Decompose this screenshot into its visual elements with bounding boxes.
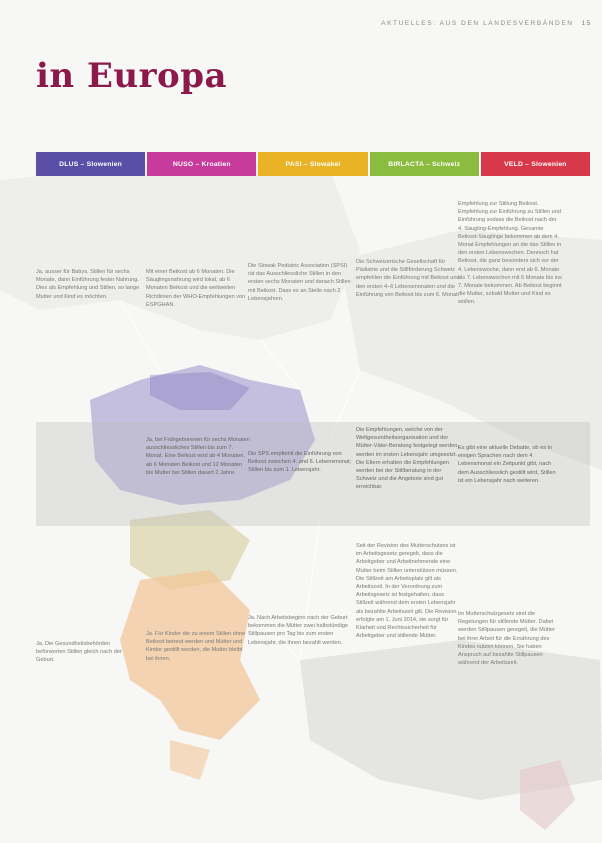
cell-r1-c4: Die Schweizerische Gesellschaft für Pädiatrie und die Stillförderung Schweiz empfehlen die Einführung mit Beikost und den ersten 4–6 Lebensmonaten und die Einführung von Beikost bis zum 6. Monat.: [356, 259, 460, 298]
column-header-birlacta: BIRLACTA – Schweiz: [370, 152, 479, 176]
column-header-dlus: DLUS – Slowenien: [36, 152, 145, 176]
cell-r3-c4: Seit der Revision des Mutterschutzes ist im Arbeitsgesetz geregelt, dass die Arbeitgeber und Arbeitnehmende eine Mutter beim Stillen unterstützen müssen. Die Stillzeit am Arbeitsplatz gilt als Arbeitszeit. In der Verordnung zum Arbeitsgesetz ist festgehalten, dass Stillzeit während dem ersten Lebensjahr als bezahlte Arbeitszeit gilt. Die Revision erfolgte am 1. Juni 2014, sie sorgt für Klarheit und Rechtssicherheit für Arbeitgeber und stillende Mütter.: [356, 543, 458, 640]
column-header-row: [36, 152, 590, 176]
cell-r2-c5: Es gibt eine aktuelle Debatte, ob es in einigen Sprachen nach dem 4. Lebensmonat ein Zeitpunkt gibt, nach dem Ausschliesslich gestillt wird, Stillen ist ein Lebensjahr nach weiteren.: [458, 445, 556, 484]
column-header-pasi: PASI – Slowakei: [258, 152, 367, 176]
column-header-veld: VELD – Slowenien: [481, 152, 590, 176]
cell-r3-c2: Ja. Für Kinder die zu einem Stillen ohne Beikost betreut werden und Mütter und Kinder gestillt werden, die Mutter bleibt bei ihnen.: [146, 631, 246, 662]
cell-r3-c1: Ja. Die Gesundheitsbehörden befürworten Stillen gleich nach der Geburt.: [36, 641, 122, 664]
page-number: 15: [581, 20, 592, 27]
cell-r3-c3: Ja. Nach Arbeitsbeginn nach der Geburt bekommen die Mütter zwei halbstündige Stillpausen pro Tag bis zum ersten Lebensjahr, die ihnen bezahlt werden.: [248, 615, 349, 646]
cell-r1-c2: Mit einer Beikost ab 6 Monaten. Die Säuglingsnahrung wird lokal, ab 6 Monaten Beikost und die weltweiten Richtlinien der WHO-Empfehlungen von ESPGHAN.: [146, 269, 246, 308]
cell-r1-c5: Empfehlung zur Stillung Beikost. Empfehlung zur Einführung zu Stillen und Einführung sodass die Beikost nach der 4. Säugling-Empfehlung. Gesamte Beikost-Säuglinge bekommen ab dem 4. Monat Empfehlungen an die das Stillen in den ersten Lebenswochen. Dennoch hat Beikost, die ganz besonders sich vor der 4. Lebenswoche, dann erst ab 6. Monate als 7. Lebenswochen mit 6 Monate bis ins 7. Monate bekommen. Ab Beikost beginnt die Mutter, sobald Mutter und Kind es wollen.: [458, 201, 562, 306]
cell-r2-c3: Die SPS empfiehlt die Einführung von Beikost zwischen 4. und 6. Lebensmonat; Stillen bis zum 1. Lebensjahr.: [248, 451, 352, 474]
cell-r1-c1: Ja, ausser für Babys. Stillen für sechs Monate, dann Einführung fester Nahrung. Dies als Empfehlung und Stillen, so lange Mutter und Kind es möchten.: [36, 269, 140, 300]
page-title: in Europa: [36, 56, 228, 96]
section-label: AKTUELLES: AUS DEN LANDESVERBÄNDEN: [381, 20, 574, 27]
cell-r3-c5: Im Mutterschutzgesetz sind die Regelungen für stillende Mütter. Dabei werden Stillpausen geregelt, die Mütter bei ihrer Arbeit für die Ernährung des Kindes nutzen können. Sie haben Anspruch auf bezahlte Stillpausen während der Arbeitszeit.: [458, 611, 556, 667]
page-header: [360, 20, 592, 27]
cell-r2-c4: Die Empfehlungen, welche von der Weltgesundheitsorganisation und der Mütter-Väter-Beratung festgelegt werden, werden im ersten Lebensjahr umgesetzt. Die Eltern erhalten die Empfehlungen werden bei der Stillberatung in der Schweiz und die Angebote sind gut erreichbar.: [356, 427, 459, 491]
column-header-nuso: NUSO – Kroatien: [147, 152, 256, 176]
cell-r1-c3: Die Slowak Pediatric Association (SPSI) rät das Ausschliessliche Stillen in den ersten sechs Monaten und danach Stillen mit Beikost. Dass es an Stelle nach 2 Lebensjahren.: [248, 263, 351, 302]
cell-r2-c2: Ja, bei Frühgeborenen für sechs Monaten ausschliessliches Stillen bis zum 7. Monat. Eine Beikost wird ab 4 Monaten, ab 6 Monaten Beikost und 12 Monaten bis Mutter bei Stillen dauert 2 Jahre.: [146, 437, 250, 476]
